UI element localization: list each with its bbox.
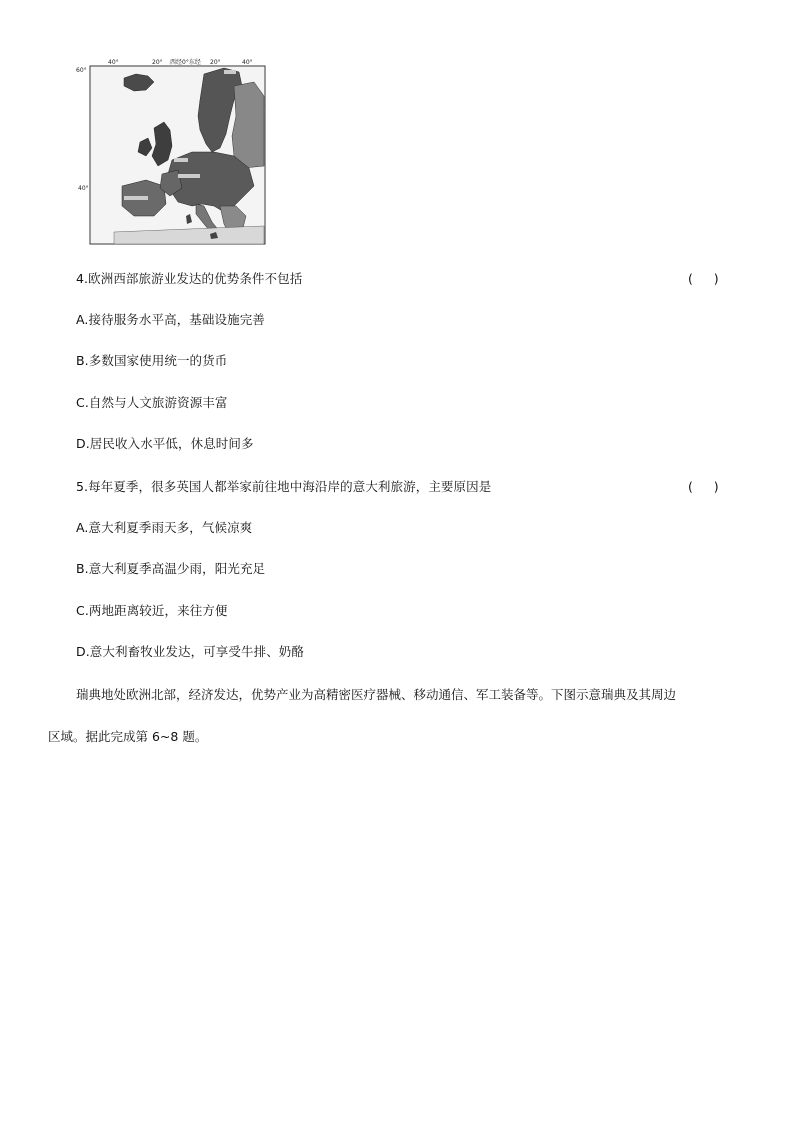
europe-map-figure: [74, 56, 270, 248]
question-5-option-a: A.意大利夏季雨天多，气候凉爽: [76, 520, 253, 535]
question-4-option-d: D.居民收入水平低，休息时间多: [76, 436, 254, 451]
passage-line-2: 区域。据此完成第 6~8 题。: [48, 729, 208, 744]
question-5-option-d: D.意大利畜牧业发达，可享受牛排、奶酪: [76, 644, 304, 659]
question-4-option-c: C.自然与人文旅游资源丰富: [76, 395, 228, 410]
lat-label-60n: 60°: [76, 67, 87, 74]
question-5-option-b: B.意大利夏季高温少雨，阳光充足: [76, 561, 266, 576]
question-4-option-a: A.接待服务水平高，基础设施完善: [76, 312, 265, 327]
lon-label-40w: 40°: [108, 59, 119, 66]
europe-map: [74, 56, 270, 248]
question-5-stem: 5.每年夏季，很多英国人都举家前往地中海沿岸的意大利旅游，主要原因是: [76, 479, 492, 494]
lon-label-20e: 20°: [210, 59, 221, 66]
question-4-option-b: B.多数国家使用统一的货币: [76, 353, 228, 368]
lon-label-prime: 西经0°东经: [170, 59, 201, 66]
passage-line-1: 瑞典地处欧洲北部，经济发达，优势产业为高精密医疗器械、移动通信、军工装备等。下图示意瑞典及其周边: [76, 687, 677, 702]
lon-label-20w: 20°: [152, 59, 163, 66]
question-4-answer-paren: ( ): [688, 271, 720, 286]
lon-label-40e: 40°: [242, 59, 253, 66]
question-5-answer-paren: ( ): [688, 479, 720, 494]
question-4-stem: 4.欧洲西部旅游业发达的优势条件不包括: [76, 271, 303, 286]
lat-label-40n: 40°: [78, 185, 89, 192]
question-5-option-c: C.两地距离较近，来往方便: [76, 603, 228, 618]
